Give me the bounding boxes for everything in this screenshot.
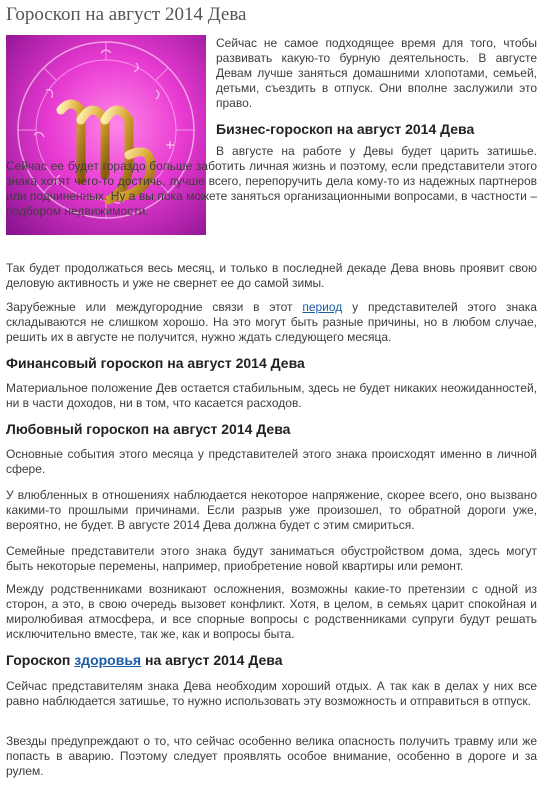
health-paragraph-1: Сейчас представителям знака Дева необходим хороший отдых. А так как в делах у них все равно наблюдается затишье, то нужно использовать эту возможность и отправиться в отпуск. [6, 679, 537, 708]
business-paragraph-1-text: В августе на работе у Девы будет царить затишье. Сейчас ее будет гораздо больше заботить личная жизнь и поэтому, если представители этого знака хотят чего-то достичь, лучше всего, перепоручить дела кому-то из надежных партнеров или подчиненных. Ну а вы пока можете заняться организационными вопросами, в частности – подбором недвижимости. [6, 144, 537, 218]
love-paragraph-2: У влюбленных в отношениях наблюдается некоторое напряжение, скорее всего, оно вызвано какими-то прошлыми причинами. Если разрыв уже произошел, то обратной дороги уже, вероятно, не будет. В августе 2014 Дева должна будет с этим смириться. [6, 488, 537, 532]
love-paragraph-3: Семейные представители этого знака будут заниматься обустройством дома, здесь могут быть некоторые перемены, например, приобретение новой квартиры или ремонт. [6, 544, 537, 573]
health-heading-before: Гороскоп [6, 652, 75, 668]
health-heading-after: на август 2014 Дева [141, 652, 283, 668]
love-heading: Любовный гороскоп на август 2014 Дева [6, 421, 291, 437]
business-paragraph-3 [6, 300, 537, 345]
finance-heading: Финансовый гороскоп на август 2014 Дева [6, 355, 305, 371]
business-heading: Бизнес-гороскоп на август 2014 Дева [216, 121, 475, 137]
intro-paragraph: Сейчас не самое подходящее время для того, чтобы развивать какую-то бурную деятельность. В августе Девам лучше заняться домашними хлопотами, семьей, детьми, съездить в отпуск. Они вполне заслужили это право. [216, 36, 537, 110]
love-paragraph-4: Между родственниками возникают осложнения, возможны какие-то претензии с одной из сторон, а это, в свою очередь вызовет конфликт. Хотя, в целом, в семьях царит спокойная и миролюбивая атмосфера, и все спорные вопросы с родственниками супруги будут решать исключительно вместе, так же, как и вопросы быта. [6, 582, 537, 641]
period-link[interactable]: период [302, 300, 343, 314]
health-link[interactable]: здоровья [74, 652, 142, 668]
page-title: Гороскоп на август 2014 Дева [6, 4, 247, 25]
business-paragraph-2: Так будет продолжаться весь месяц, и только в последней декаде Дева вновь проявит свою деловую активность и уже не свернет ее до самой зимы. [6, 261, 537, 290]
business-paragraph-3-before: Зарубежные или междугородние связи в этот [6, 300, 303, 314]
finance-paragraph-1: Материальное положение Дев остается стабильным, здесь не будет никаких неожиданностей, ни в части доходов, ни в том, что касается расходов. [6, 381, 537, 410]
business-paragraph-3-after: у представителей этого знака складываются не слишком хорошо. На это могут быть разные причины, но в любом случае, решить их в августе не получится, нужно ждать следующего месяца. [6, 300, 537, 344]
health-paragraph-2: Звезды предупреждают о то, что сейчас особенно велика опасность получить травму или же попасть в аварию. Поэтому следует проявлять особое внимание, особенно в дороге и за рулем. [6, 734, 537, 778]
business-paragraph-1 [6, 144, 537, 219]
love-paragraph-1: Основные события этого месяца у представителей этого знака происходят именно в личной сфере. [6, 447, 537, 476]
health-heading [6, 652, 283, 669]
